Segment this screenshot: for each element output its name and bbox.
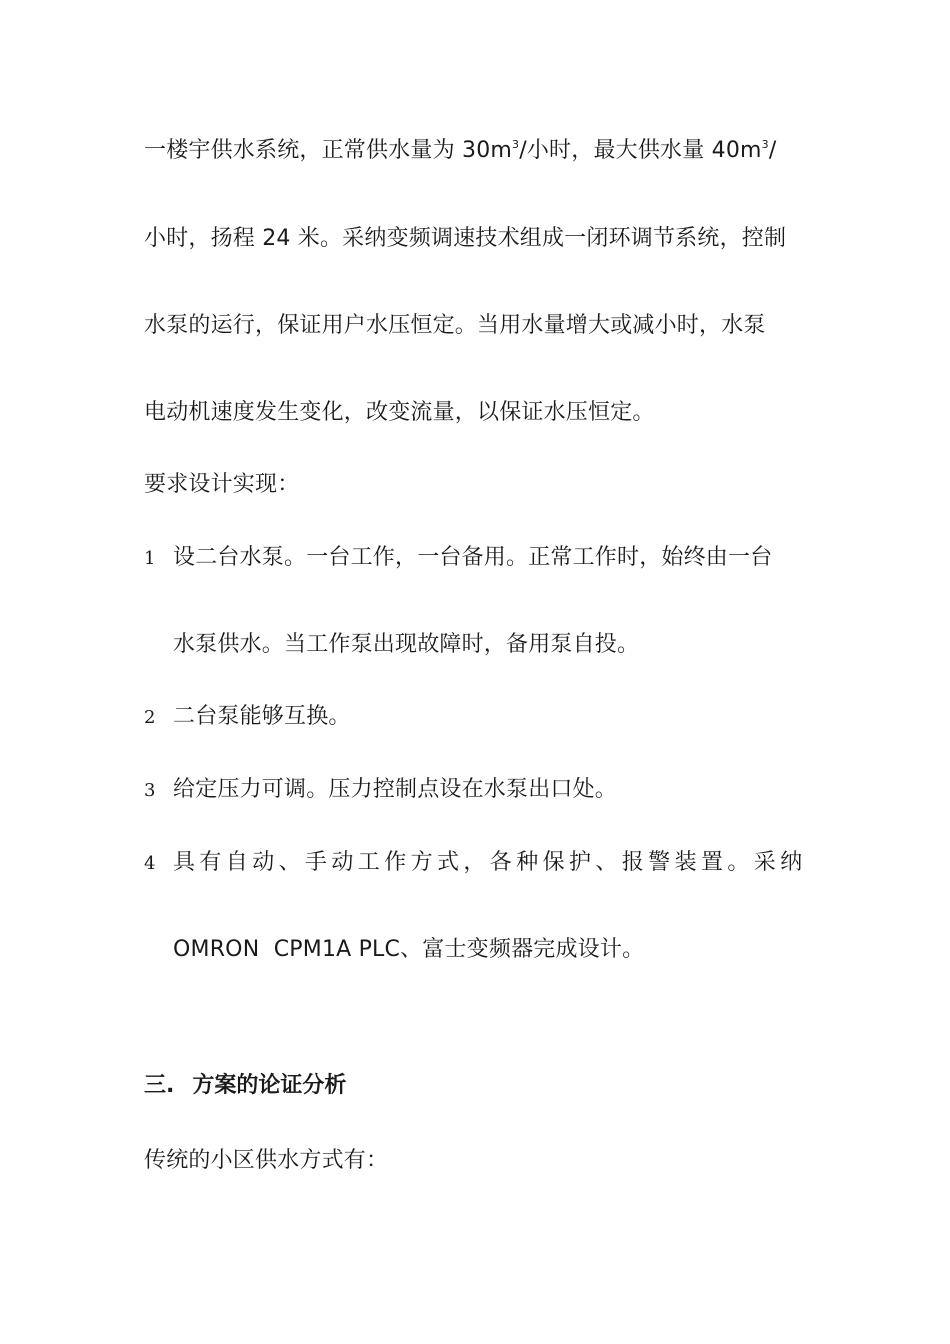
intro-line-1-text-b: /小时，最大供水量 40m — [519, 138, 762, 163]
item-text-continued: OMRON CPM1A PLC、富士变频器完成设计。 — [173, 937, 645, 962]
item-text: 给定压力可调。压力控制点设在水泵出口处。 — [173, 777, 618, 802]
item-number: 2 — [144, 707, 156, 728]
intro-line-1-text-a: 一楼宇供水系统，正常供水量为 30m — [144, 138, 513, 163]
superscript-3: 3 — [761, 138, 769, 151]
item-text-continued: 水泵供水。当工作泵出现故障时，备用泵自投。 — [173, 632, 640, 657]
closing-paragraph: 传统的小区供水方式有： — [144, 1148, 389, 1173]
intro-line-1 — [144, 136, 777, 166]
section-number: 三. — [144, 1073, 175, 1098]
intro-line-2: 小时，扬程 24 米。采纳变频调速技术组成一闭环调节系统，控制 — [144, 226, 787, 251]
section-heading — [144, 1071, 346, 1101]
item-text: 具有自动、手动工作方式，各种保护、报警装置。采纳 — [173, 850, 807, 875]
item-number: 3 — [144, 780, 156, 801]
item-number: 1 — [144, 548, 156, 569]
requirements-label: 要求设计实现： — [144, 472, 300, 497]
item-number: 4 — [144, 853, 156, 874]
intro-line-1-text-c: / — [768, 138, 777, 163]
item-text: 二台泵能够互换。 — [173, 704, 351, 729]
intro-line-4: 电动机速度发生变化，改变流量，以保证水压恒定。 — [144, 400, 655, 425]
superscript-3: 3 — [512, 138, 520, 151]
section-title: 方案的论证分析 — [192, 1073, 347, 1098]
item-text: 设二台水泵。一台工作，一台备用。正常工作时，始终由一台 — [173, 545, 773, 570]
intro-line-3: 水泵的运行，保证用户水压恒定。当用水量增大或减小时，水泵 — [144, 313, 766, 338]
